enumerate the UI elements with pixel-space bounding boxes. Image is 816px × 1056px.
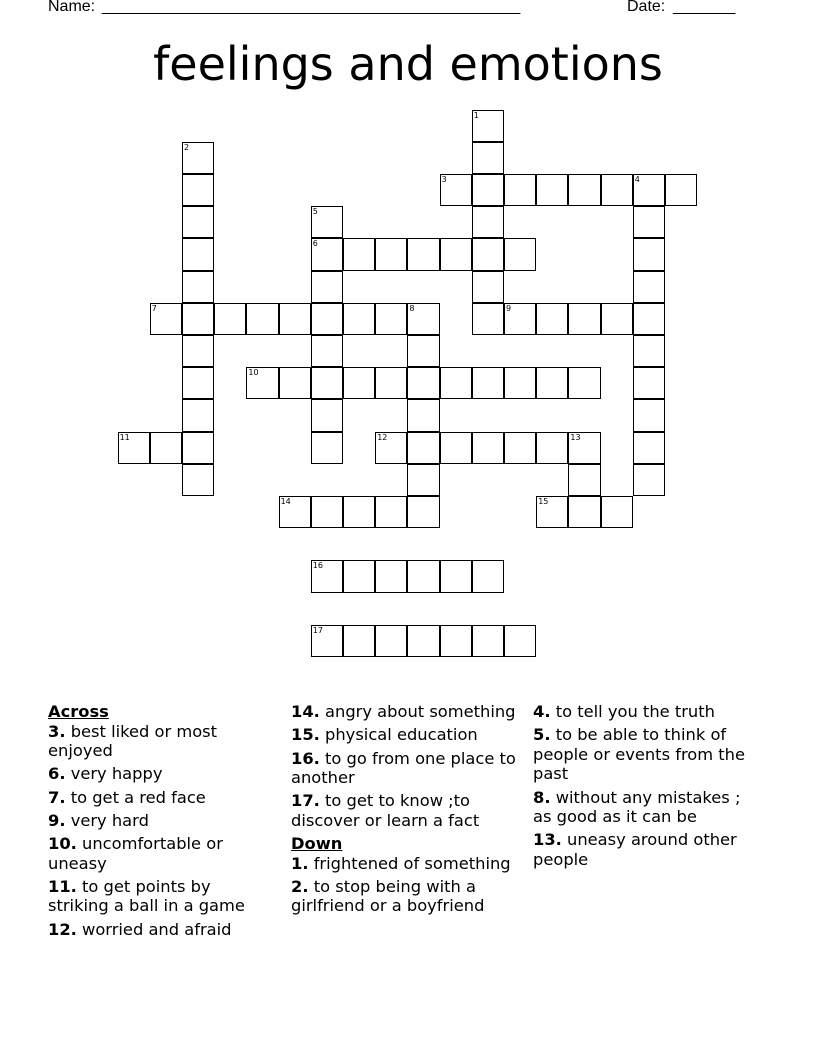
- grid-cell[interactable]: [472, 625, 504, 657]
- grid-cell[interactable]: [311, 271, 343, 303]
- clue-down-13: 13. uneasy around other people: [533, 830, 737, 869]
- grid-cell[interactable]: [440, 432, 472, 464]
- grid-cell[interactable]: [601, 174, 633, 206]
- grid-cell[interactable]: [311, 238, 343, 270]
- grid-cell[interactable]: [311, 335, 343, 367]
- grid-cell[interactable]: [182, 367, 214, 399]
- clue-number: 10: [248, 368, 259, 378]
- clue-down-1: 1. frightened of something: [291, 853, 511, 873]
- grid-cell[interactable]: [472, 367, 504, 399]
- grid-cell[interactable]: [375, 496, 407, 528]
- grid-cell[interactable]: [343, 625, 375, 657]
- grid-cell[interactable]: [440, 238, 472, 270]
- grid-cell[interactable]: [440, 367, 472, 399]
- grid-cell[interactable]: [311, 625, 343, 657]
- clue-column-3: [533, 702, 761, 873]
- grid-cell[interactable]: [311, 367, 343, 399]
- grid-cell[interactable]: [407, 238, 439, 270]
- date-label: Date:: [627, 0, 666, 15]
- grid-cell[interactable]: [472, 303, 504, 335]
- grid-cell[interactable]: [182, 206, 214, 238]
- grid-cell[interactable]: [472, 238, 504, 270]
- grid-cell[interactable]: [182, 271, 214, 303]
- grid-cell[interactable]: [279, 496, 311, 528]
- grid-cell[interactable]: [536, 496, 568, 528]
- grid-cell[interactable]: [568, 496, 600, 528]
- grid-cell[interactable]: [150, 432, 182, 464]
- clue-down-8: 8. without any mistakes ; as good as it can be: [533, 787, 741, 827]
- clue-across-14: 14. angry about something: [291, 702, 516, 721]
- grid-cell[interactable]: [536, 432, 568, 464]
- clue-column-1: [48, 702, 276, 943]
- grid-cell[interactable]: [472, 271, 504, 303]
- grid-cell[interactable]: [504, 238, 536, 270]
- grid-cell[interactable]: [407, 496, 439, 528]
- grid-cell[interactable]: [633, 303, 665, 335]
- grid-cell[interactable]: [375, 238, 407, 270]
- clue-across-10: 10. uncomfortable or uneasy: [48, 834, 223, 873]
- grid-cell[interactable]: [504, 432, 536, 464]
- name-label: Name:: [48, 0, 96, 15]
- grid-cell[interactable]: [375, 625, 407, 657]
- grid-cell[interactable]: [407, 367, 439, 399]
- grid-cell[interactable]: [407, 335, 439, 367]
- grid-cell[interactable]: [407, 432, 439, 464]
- grid-cell[interactable]: [665, 174, 697, 206]
- grid-cell[interactable]: [375, 367, 407, 399]
- grid-cell[interactable]: [182, 238, 214, 270]
- grid-cell[interactable]: [279, 303, 311, 335]
- grid-cell[interactable]: [472, 206, 504, 238]
- grid-cell[interactable]: [472, 110, 504, 142]
- clue-number: 3: [441, 175, 447, 184]
- grid-cell[interactable]: [311, 206, 343, 238]
- grid-cell[interactable]: [343, 303, 375, 335]
- grid-cell[interactable]: [633, 464, 665, 496]
- clue-number: 12: [377, 432, 388, 442]
- grid-cell[interactable]: [375, 432, 407, 464]
- grid-cell[interactable]: [601, 303, 633, 335]
- grid-cell[interactable]: [343, 560, 375, 592]
- grid-cell[interactable]: [407, 303, 439, 335]
- grid-cell[interactable]: [601, 496, 633, 528]
- clue-across-3: 3. best liked or most enjoyed: [48, 721, 218, 760]
- grid-cell[interactable]: [440, 560, 472, 592]
- grid-cell[interactable]: [375, 303, 407, 335]
- grid-cell[interactable]: [633, 238, 665, 270]
- grid-cell[interactable]: [568, 303, 600, 335]
- grid-cell[interactable]: [407, 625, 439, 657]
- grid-cell[interactable]: [118, 432, 150, 464]
- grid-cell[interactable]: [568, 367, 600, 399]
- grid-cell[interactable]: [633, 206, 665, 238]
- clue-number: 6: [312, 239, 318, 249]
- grid-cell[interactable]: [246, 303, 278, 335]
- grid-cell[interactable]: [633, 432, 665, 464]
- clue-across-12: 12. worried and afraid: [48, 919, 232, 939]
- grid-cell[interactable]: [182, 432, 214, 464]
- across-heading: Across: [48, 702, 109, 721]
- clue-number: 15: [538, 497, 549, 506]
- grid-cell[interactable]: [633, 174, 665, 206]
- down-heading: Down: [291, 834, 343, 854]
- clue-across-9: 9. very hard: [48, 810, 149, 830]
- grid-cell[interactable]: [440, 174, 472, 206]
- grid-cell[interactable]: [311, 560, 343, 592]
- clue-number: 5: [312, 207, 318, 217]
- grid-cell[interactable]: [311, 432, 343, 464]
- grid-cell[interactable]: [568, 174, 600, 206]
- grid-cell[interactable]: [311, 496, 343, 528]
- grid-cell[interactable]: [214, 303, 246, 335]
- clue-column-2: [291, 702, 519, 920]
- grid-cell[interactable]: [633, 367, 665, 399]
- grid-cell[interactable]: [472, 560, 504, 592]
- grid-cell[interactable]: [440, 625, 472, 657]
- clue-number: 1: [473, 110, 479, 120]
- grid-cell[interactable]: [472, 432, 504, 464]
- grid-cell[interactable]: [568, 432, 600, 464]
- grid-cell[interactable]: [633, 271, 665, 303]
- grid-cell[interactable]: [536, 174, 568, 206]
- clue-number: 17: [312, 625, 323, 635]
- grid-cell[interactable]: [343, 496, 375, 528]
- clue-across-17: 17. to get to know ;to discover or learn a fact: [291, 791, 480, 830]
- clue-number: 7: [151, 303, 157, 313]
- grid-cell[interactable]: [536, 367, 568, 399]
- clue-number: 9: [506, 303, 512, 313]
- grid-cell[interactable]: [375, 560, 407, 592]
- grid-cell[interactable]: [504, 625, 536, 657]
- clue-number: 4: [634, 175, 640, 184]
- clue-number: 16: [312, 561, 323, 571]
- grid-cell[interactable]: [182, 335, 214, 367]
- clue-across-11: 11. to get points by striking a ball in a game: [48, 876, 245, 916]
- grid-cell[interactable]: [472, 174, 504, 206]
- page-title: feelings and emotions: [153, 37, 663, 91]
- clue-across-6: 6. very happy: [48, 764, 163, 784]
- grid-cell[interactable]: [504, 367, 536, 399]
- clue-number: 13: [570, 432, 581, 442]
- clue-number: 14: [280, 497, 291, 506]
- clue-across-15: 15. physical education: [291, 725, 478, 745]
- grid-cell[interactable]: [311, 303, 343, 335]
- grid-cell[interactable]: [633, 335, 665, 367]
- grid-cell[interactable]: [279, 367, 311, 399]
- clue-across-16: 16. to go from one place to another: [291, 748, 516, 788]
- grid-cell[interactable]: [182, 142, 214, 174]
- grid-cell[interactable]: [182, 303, 214, 335]
- grid-cell[interactable]: [536, 303, 568, 335]
- grid-cell[interactable]: [407, 464, 439, 496]
- grid-cell[interactable]: [568, 464, 600, 496]
- grid-cell[interactable]: [246, 367, 278, 399]
- grid-cell[interactable]: [472, 142, 504, 174]
- date-blank[interactable]: _______: [673, 0, 736, 15]
- clue-down-5: 5. to be able to think of people or events from the past: [533, 725, 746, 784]
- grid-cell[interactable]: [182, 464, 214, 496]
- clue-number: 11: [119, 432, 130, 442]
- name-blank[interactable]: _______________________________________________: [102, 0, 521, 15]
- clue-down-4: 4. to tell you the truth: [533, 702, 715, 721]
- grid-cell[interactable]: [504, 174, 536, 206]
- grid-cell[interactable]: [182, 399, 214, 431]
- grid-cell[interactable]: [407, 399, 439, 431]
- grid-cell[interactable]: [182, 174, 214, 206]
- grid-cell[interactable]: [407, 560, 439, 592]
- grid-cell[interactable]: [150, 303, 182, 335]
- grid-cell[interactable]: [311, 399, 343, 431]
- grid-cell[interactable]: [633, 399, 665, 431]
- grid-cell[interactable]: [504, 303, 536, 335]
- grid-cell[interactable]: [343, 367, 375, 399]
- clue-across-7: 7. to get a red face: [48, 787, 206, 807]
- clue-number: 8: [409, 303, 415, 313]
- clue-number: 2: [184, 142, 190, 152]
- clue-down-2: 2. to stop being with a girlfriend or a boyfriend: [291, 876, 485, 916]
- grid-cell[interactable]: [343, 238, 375, 270]
